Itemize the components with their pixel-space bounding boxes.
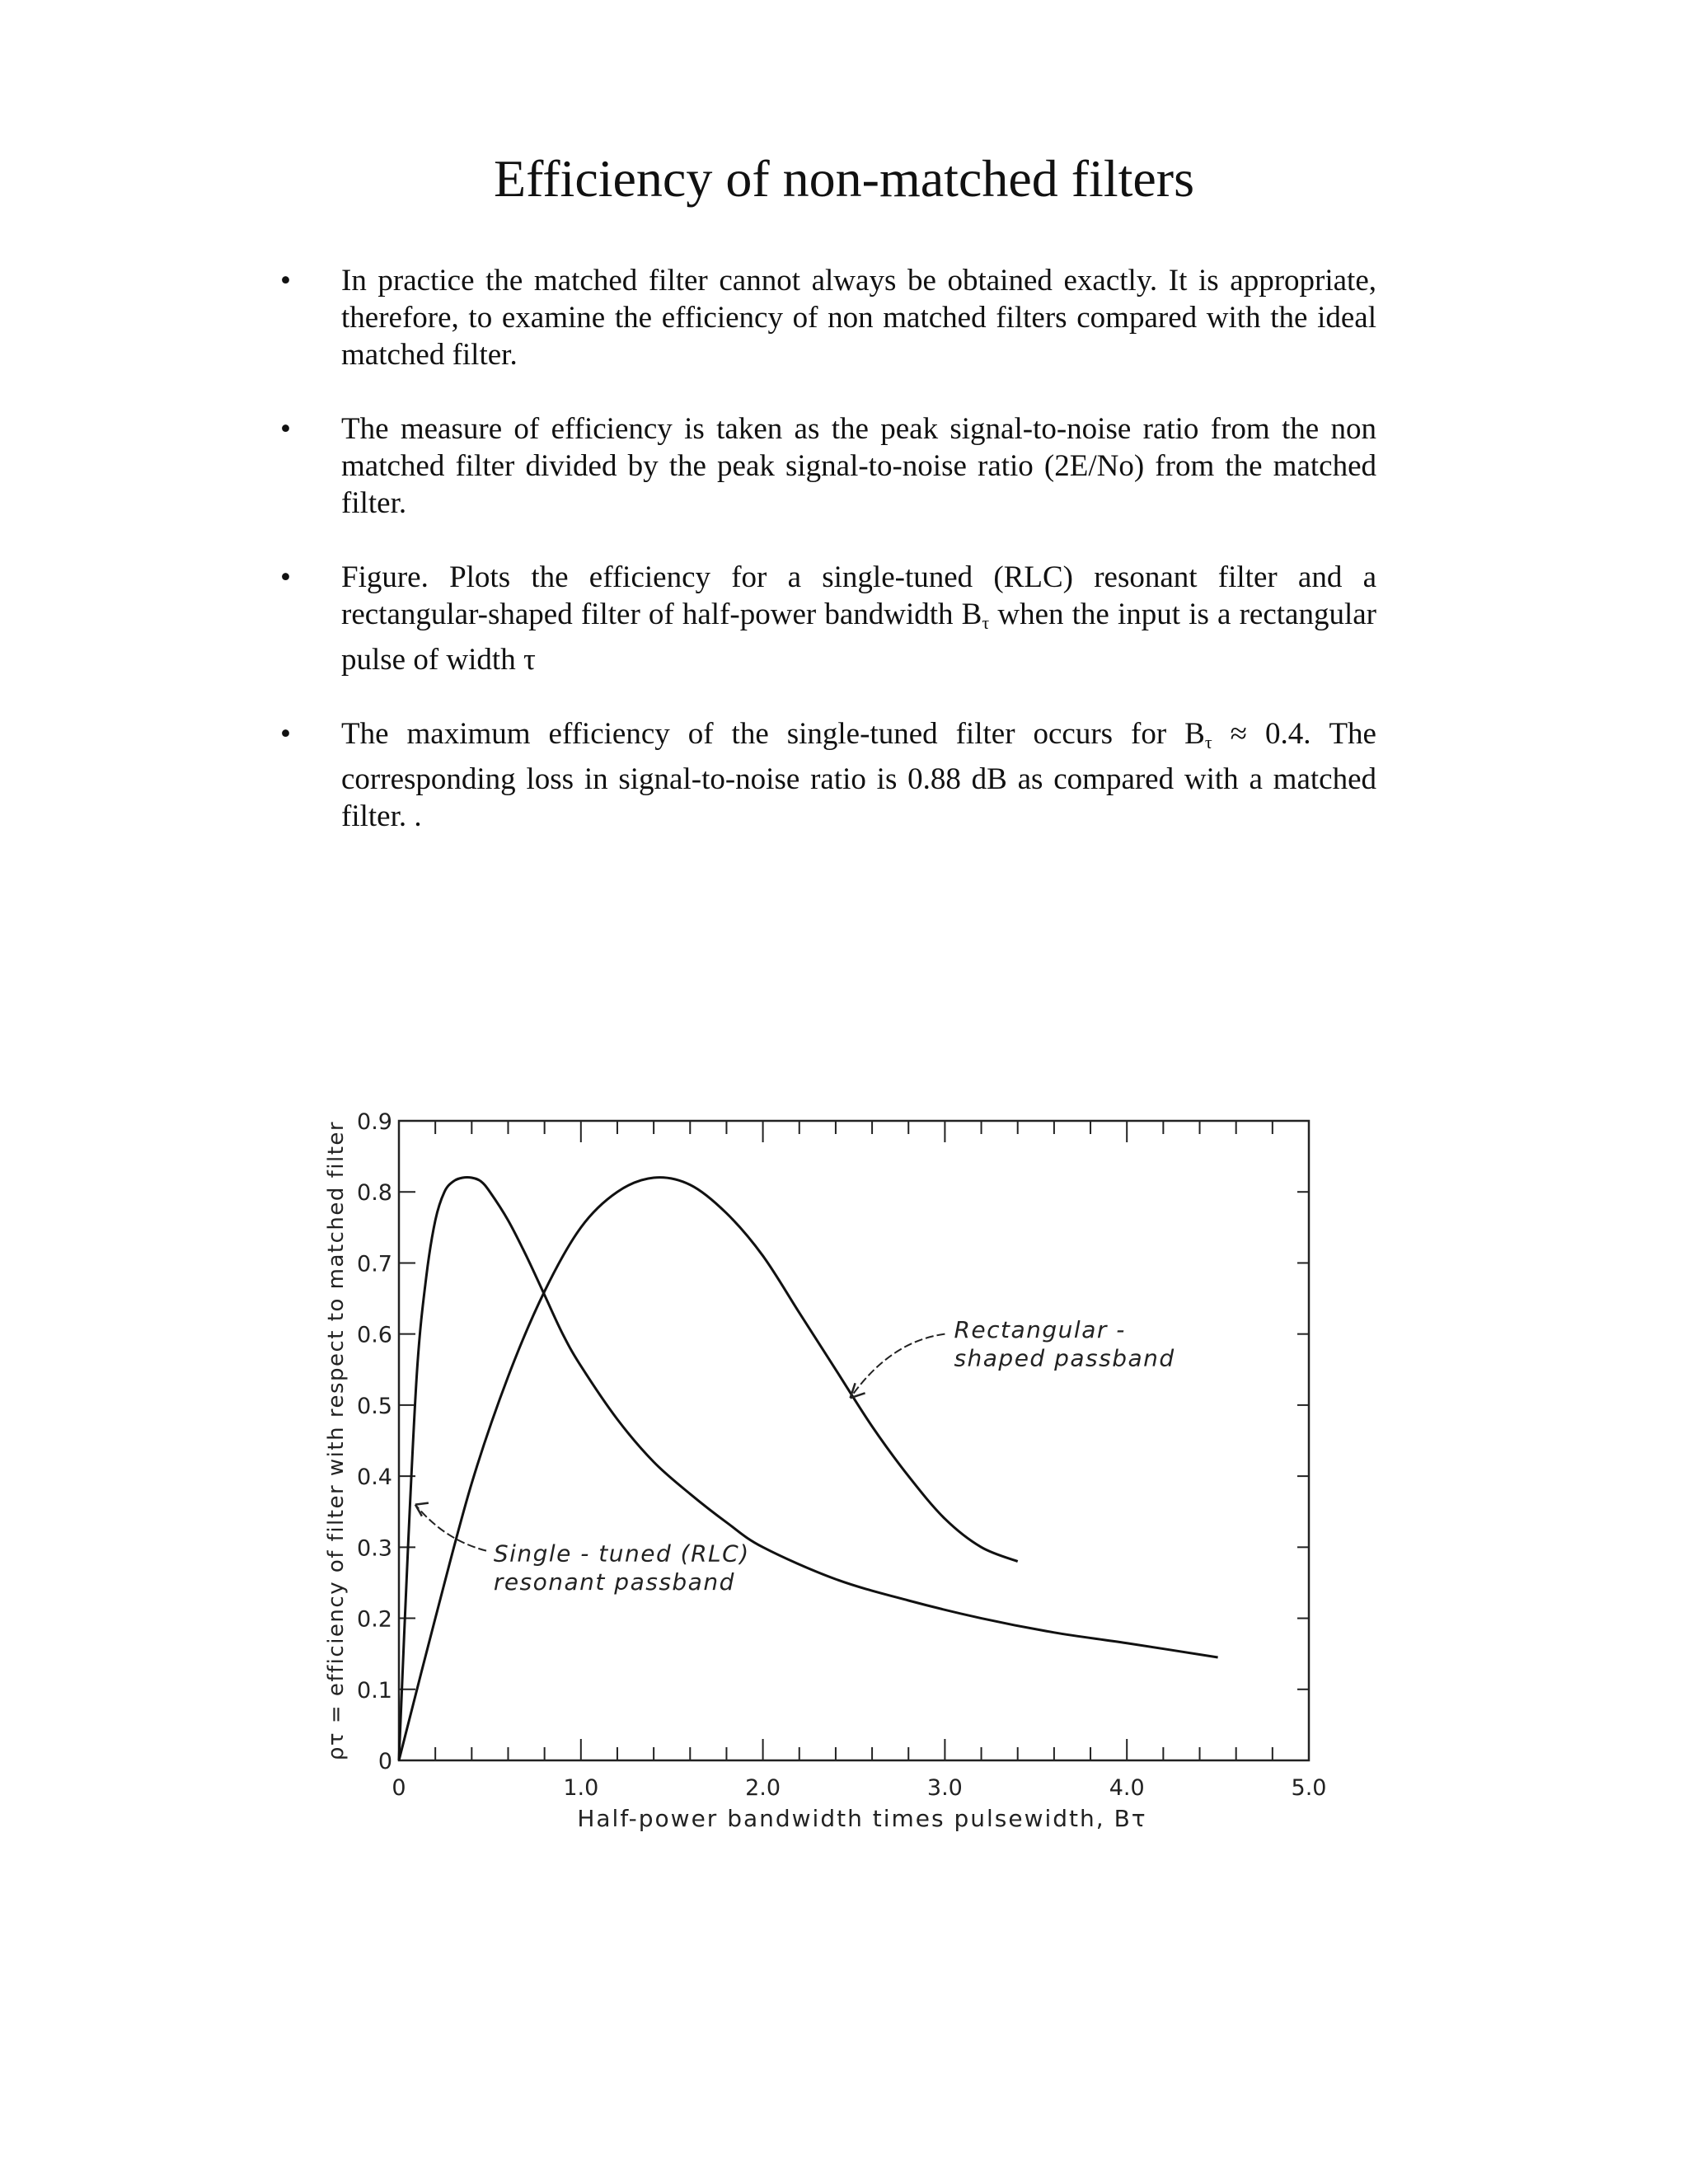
single-tuned-label-line2: resonant passband (493, 1568, 735, 1596)
y-tick-label: 0.7 (357, 1251, 392, 1277)
bullet-symbol: • (280, 412, 291, 446)
rectangular-label-line1: Rectangular - (954, 1315, 1126, 1343)
rectangular-curve (399, 1178, 1018, 1760)
plot-frame (399, 1121, 1309, 1760)
x-tick-label: 5.0 (1291, 1775, 1327, 1801)
bullet-text: In practice the matched filter cannot always be obtained exactly. It is appropriate, therefore, to examine the efficiency of non matched filters compared with the ideal matched filter. (341, 264, 1376, 372)
bullet-text-cont: ≈ 0.4. The corresponding loss in signal-to-noise ratio is 0.88 dB as compared with a matched filter. . (341, 717, 1376, 833)
bullet-text: The measure of efficiency is taken as the peak signal-to-noise ratio from the non matched filter divided by the peak signal-to-noise ratio (2E/No) from the matched filter. (341, 412, 1376, 520)
rectangular-label-line2: shaped passband (954, 1344, 1175, 1372)
bullet-item (280, 715, 1376, 835)
y-axis-label: ρτ = efficiency of filter with respect to matched filter (324, 1120, 349, 1761)
bullet-text: The maximum efficiency of the single-tuned filter occurs for B (341, 717, 1205, 751)
y-tick-label: 0.5 (357, 1393, 392, 1419)
bullet-list (280, 262, 1376, 872)
bullet-item (280, 262, 1376, 373)
subscript-tau: τ (1204, 732, 1212, 752)
x-tick-label: 0 (392, 1775, 406, 1801)
efficiency-chart (313, 1104, 1368, 1846)
bullet-text-cont: when the input is a rectangular pulse of width τ (341, 598, 1376, 677)
bullet-text: Figure. Plots the efficiency for a single-tuned (RLC) resonant filter and a rectangular-shaped filter of half-power bandwidth B (341, 560, 1376, 631)
bullet-item (280, 559, 1376, 678)
bullet-item (280, 410, 1376, 522)
y-tick-label: 0.1 (357, 1677, 392, 1704)
y-tick-label: 0.3 (357, 1535, 392, 1562)
y-tick-label: 0.8 (357, 1180, 392, 1207)
rectangular-pointer (851, 1334, 945, 1399)
single-tuned-arrowhead (415, 1503, 429, 1516)
page-title: Efficiency of non-matched filters (493, 149, 1195, 208)
single-tuned-pointer (415, 1505, 486, 1551)
efficiency-figure (313, 1104, 1368, 1846)
x-tick-label: 3.0 (926, 1775, 963, 1801)
y-tick-label: 0.2 (357, 1606, 392, 1633)
bullet-symbol: • (280, 264, 291, 298)
single-tuned-curve (399, 1177, 1218, 1760)
subscript-tau: τ (982, 612, 990, 633)
x-tick-label: 4.0 (1109, 1775, 1145, 1801)
y-tick-label: 0.4 (357, 1465, 392, 1491)
y-tick-label: 0 (377, 1749, 392, 1774)
bullet-symbol: • (280, 560, 291, 594)
y-tick-label: 0.9 (357, 1109, 392, 1135)
x-tick-label: 2.0 (745, 1775, 781, 1801)
single-tuned-label-line1: Single - tuned (RLC) (493, 1540, 750, 1568)
y-tick-label: 0.6 (357, 1322, 392, 1348)
bullet-symbol: • (280, 717, 291, 751)
x-axis-label: Half-power bandwidth times pulsewidth, Bτ (577, 1805, 1147, 1832)
x-tick-label: 1.0 (563, 1775, 599, 1801)
